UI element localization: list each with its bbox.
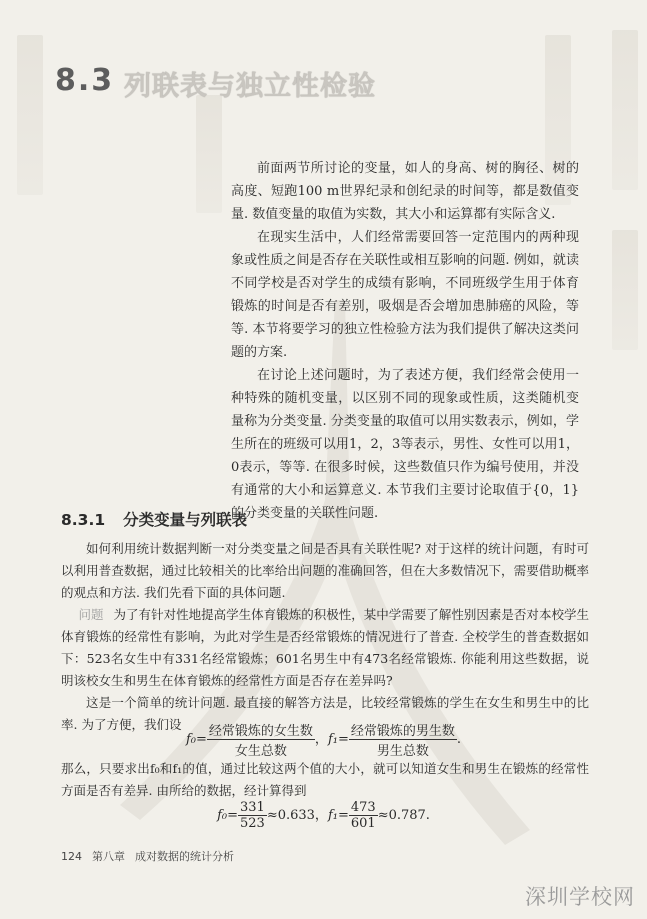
page-footer: [61, 848, 244, 864]
intro-paragraph: 在讨论上述问题时，为了表述方便，我们经常会使用一种特殊的随机变量，以区别不同的现象或性质，这类随机变量称为分类变量. 分类变量的取值可以用实数表示，例如，学生所在的班级可以用1，2，3等表示，男性、女性可以用1，0表示，等等. 在很多时候，这些数值只作为编号使用，并没有通常的大小和运算意义. 本节我们主要讨论取值于{0，1}的分类变量的关联性问题.: [231, 368, 579, 521]
f1-symbol: f₁=: [327, 732, 349, 747]
f1-fraction: [349, 720, 457, 759]
formula-separator: ，: [314, 732, 328, 747]
page-number: 124: [61, 850, 82, 863]
fraction-numerator: 经常锻炼的男生数: [349, 720, 457, 740]
formula-definition: [0, 720, 647, 759]
body-paragraph: 如何利用统计数据判断一对分类变量之间是否具有关联性呢? 对于这样的统计问题，有时可以利用普查数据，通过比较相关的比率给出问题的准确回答，但在大多数情况下，需要借助概率的观点和方法. 我们先看下面的具体问题.: [61, 541, 589, 600]
problem-label: 问题: [78, 607, 104, 622]
f0-value-fraction: [238, 800, 267, 831]
section-number: 8.3: [55, 63, 115, 98]
site-watermark: 深圳学校网: [525, 885, 635, 909]
problem-text: 为了有针对性地提高学生体育锻炼的积极性，某中学需要了解性别因素是否对本校学生体育锻炼的经常性有影响，为此对学生是否经常锻炼的情况进行了普查. 全校学生的普查数据如下：523名女生中有331名经常锻炼；601名男生中有473名经常锻炼. 你能利用这些数据，说明该校女生和男生在体育锻炼的经常性方面是否存在差异吗?: [61, 607, 589, 688]
decorative-numeral-one: [196, 95, 222, 213]
fraction-numerator: 经常锻炼的女生数: [207, 720, 315, 740]
section-title: 列联表与独立性检验: [124, 71, 376, 102]
intro-paragraph: 前面两节所讨论的变量，如人的身高、树的胸径、树的高度、短跑100 m世界纪录和创纪录的时间等，都是数值变量. 数值变量的取值为实数，其大小和运算都有实际含义.: [231, 161, 579, 222]
fraction-numerator: 473: [350, 800, 376, 815]
fraction-denominator: 女生总数: [234, 744, 287, 759]
subsection-heading: [61, 508, 247, 530]
f0-symbol: f₀=: [185, 732, 207, 747]
fraction-denominator: 523: [239, 816, 265, 831]
intro-block: [231, 157, 579, 525]
f0-fraction: [207, 720, 315, 759]
chapter-label: 第八章: [92, 850, 125, 863]
problem-paragraph: [61, 604, 589, 692]
intro-paragraph: 在现实生活中，人们经常需要回答一定范围内的两种现象或性质之间是否存在关联性或相互影响的问题. 例如，就读不同学校是否对学生的成绩有影响，不同班级学生用于体育锻炼的时间是否有差别，吸烟是否会增加患肺癌的风险，等等. 本节将要学习的独立性检验方法为我们提供了解决这类问题的方案.: [231, 230, 579, 360]
f1-approx-value: ≈0.787.: [377, 808, 430, 823]
f0-approx-value: ≈0.633: [266, 808, 315, 823]
body-paragraph-block: [61, 538, 589, 736]
body-paragraph: 那么，只要求出f₀和f₁的值，通过比较这两个值的大小，就可以知道女生和男生在锻炼的经常性方面是否有差异. 由所给的数据，经计算得到: [61, 761, 589, 798]
fraction-denominator: 男生总数: [376, 744, 429, 759]
subsection-number: 8.3.1: [61, 511, 106, 529]
formula-end: .: [456, 732, 462, 747]
fraction-denominator: 601: [350, 816, 376, 831]
formula-result: [0, 800, 647, 831]
fraction-numerator: 331: [239, 800, 265, 815]
formula-separator: ，: [314, 808, 328, 823]
subsection-title: 分类变量与列联表: [123, 511, 248, 529]
decorative-numeral-one: [612, 30, 638, 190]
f1-symbol: f₁=: [327, 808, 349, 823]
decorative-numeral-one: [612, 230, 638, 350]
f1-value-fraction: [349, 800, 378, 831]
decorative-numeral-one: [17, 35, 43, 195]
f0-symbol: f₀=: [217, 808, 238, 823]
body-paragraph: 这是一个简单的统计问题. 最直接的解答方法是，比较经常锻炼的学生在女生和男生中的比率. 为了方便，我们设: [61, 695, 589, 732]
body-paragraph-block: [61, 758, 589, 802]
chapter-title: 成对数据的统计分析: [135, 850, 234, 863]
